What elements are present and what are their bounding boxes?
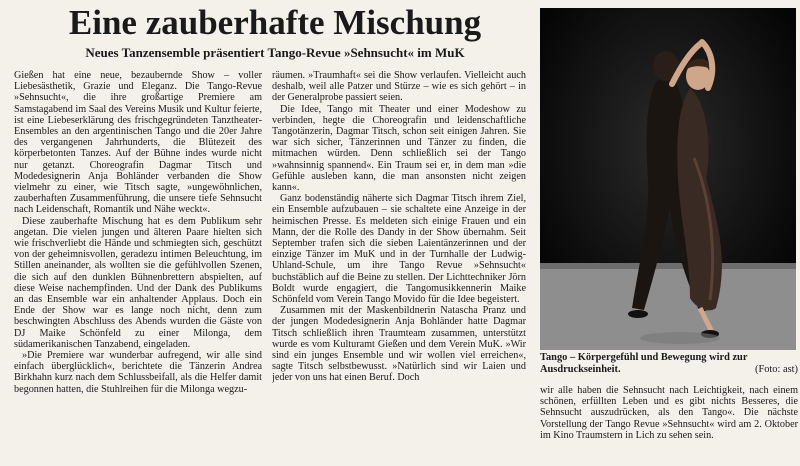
- photo-caption: [540, 352, 798, 375]
- paragraph: Ganz bodenständig näherte sich Dagmar Titsch ihrem Ziel, ein Ensemble aufzubauen – sie schaltete eine Anzeige in der heimischen Presse. Es meldeten sich einige Frauen und ein Mann, der die Rolle des Dandy in der Show übernahm. Seit September trafen sich die sieben Laientänzerinnen und der einzige Tänzer im MuK und in der Turnhalle der Ludwig-Uhland-Schule, um ihre Tango Revue »Sehnsucht« buchstäblich auf die Beine zu stellen. Der Lichttechniker Jörn Boldt wurde engagiert, die Tangomusikkennerin Maike Schönfeld vom Verein Tango Movido für die Idee begeistert.: [272, 193, 526, 306]
- article-column-3: [540, 385, 798, 441]
- paragraph: Die Idee, Tango mit Theater und einer Modeshow zu verbinden, hegte die Choreografin und leidenschaftliche Tangotänzerin, Dagmar Titsch, schon seit einigen Jahren. Sie war sich sicher, Tänzerinnen und Tänzer zu finden, die mitmachen würden. Denn schließlich sei der Tango »wahnsinnig spannend«. Ein Traum sei er, in dem man »die Gefühle ausleben kann, die man ansonsten nicht zeigen kann«.: [272, 103, 526, 194]
- paragraph: Gießen hat eine neue, bezaubernde Show – voller Liebesästhetik, Grazie und Eleganz. Die Tango-Revue »Sehnsucht«, die ihre großartige Premiere am Samstagabend im Saal des Vereins Musik und Kultur feierte, ist eine Liebeserklärung des frischgegründeten Tanztheater-Ensembles an den argentinischen Tango und die 20er Jahre des vergangenen Jahrhunderts, die Blütezeit des körperbetonten Tanzes. Auf der Bühne indes wurde nicht nur getanzt. Choreografin Dagmar Titsch und Modedesignerin Anja Bohländer verbanden die Show vielmehr zu einer, wie Titsch sagte, »ungewöhnlichen, zauberhaften Zusammenführung, die unsere tiefe Sehnsucht nach Leidenschaft, Romantik und Nähe weckt«.: [14, 70, 262, 216]
- caption-text: Tango – Körpergefühl und Bewegung wird zur Ausdruckseinheit.: [540, 352, 748, 375]
- photo-credit: (Foto: ast): [754, 363, 798, 375]
- paragraph: »Die Premiere war wunderbar aufregend, wir alle sind einfach überglücklich«, berichtete die Tänzerin Andrea Birkhahn kurz nach dem Schlussbeifall, als die Helfer damit begonnen hatten, die Stuhlreihen für die Milonga wegzu-: [14, 350, 262, 395]
- paragraph: räumen. »Traumhaft« sei die Show verlaufen. Vielleicht auch deshalb, weil alle Patzer und Stürze – wie es sich gehört – in der Generalprobe passiert seien.: [272, 70, 526, 104]
- article-headline: Eine zauberhafte Mischung: [68, 3, 482, 42]
- article-subheadline: Neues Tanzensemble präsentiert Tango-Revue »Sehnsucht« im MuK: [85, 45, 465, 60]
- tango-dancers-illustration: [540, 8, 796, 350]
- tango-photo: [540, 8, 796, 350]
- article-column-1: [14, 70, 262, 464]
- article-column-2: [272, 70, 526, 464]
- paragraph: wir alle haben die Sehnsucht nach Leichtigkeit, nach einem schönen, erfüllten Leben und es gibt nichts Besseres, die Sehnsucht auszudrücken, als den Tango«. Die nächste Vorstellung der Tango Revue »Sehnsucht« wird am 2. Oktober im Kino Traumstern in Lich zu sehen sein.: [540, 385, 798, 441]
- paragraph: Zusammen mit der Maskenbildnerin Natascha Pranz und der jungen Modedesignerin Anja Bohländer hatte Dagmar Titsch schließlich ihren Traumteam zusammen, unterstützt wurde es vom Kulturamt Gießen und dem Verein MuK. »Wir sind ein junges Ensemble und wir wollen viel erreichen«, sagte Titsch selbstbewusst. »Natürlich sind wir Laien und jeder von uns hat einen Beruf. Doch: [272, 305, 526, 384]
- paragraph: Diese zauberhafte Mischung hat es dem Publikum sehr angetan. Die vielen jungen und älteren Paare hielten sich wie frischverliebt die Hände und schmiegten sich, geschützt von der geheimnisvollen, geradezu intimen Beleuchtung, im Stillen aneinander, als wollten sie die gefühlvollen Szenen, die sich auf den dunklen Bühnenbrettern abspielten, auf diese Weise nachempfinden. Und der Dank des Publikums an das Ensemble war ein anhaltender Applaus. Doch ein Ende der Show war es lange noch nicht, denn zum beschwingten Abschluss des Abends wurden die Gäste von DJ Maike Schönfeld zu einer Milonga, dem südamerikanischen Tanzabend, eingeladen.: [14, 215, 262, 350]
